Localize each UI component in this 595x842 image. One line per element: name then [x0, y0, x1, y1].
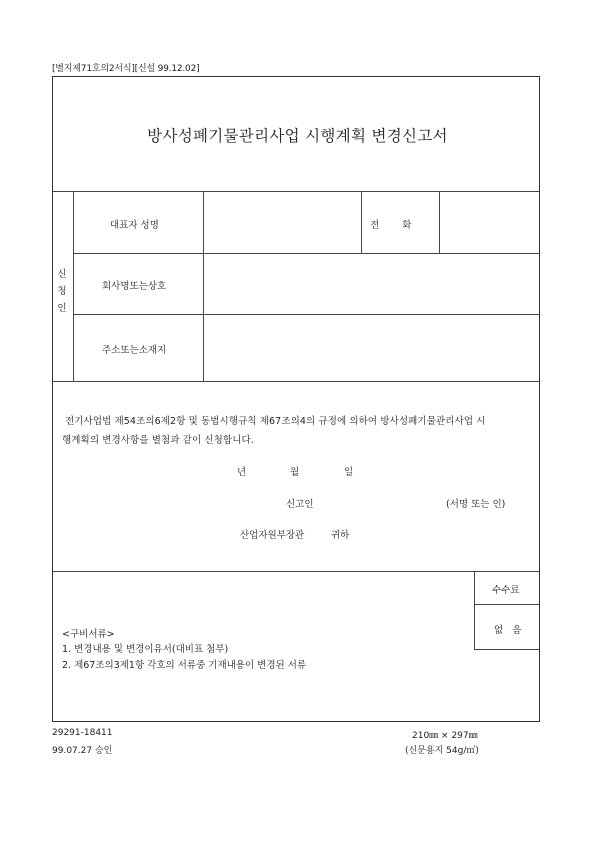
phone-label: 전 화 — [370, 220, 422, 231]
company-field[interactable] — [204, 254, 536, 312]
rep-name-label: 대표자 성명 — [110, 220, 159, 231]
documents-heading: <구비서류> — [62, 629, 115, 640]
document-item: 1. 변경내용 및 변경이유서(대비표 첨부) — [62, 644, 229, 655]
applicant-group-char: 인 — [57, 303, 67, 314]
address-label: 주소또는소재지 — [102, 345, 167, 356]
reporter-label: 신고인 — [286, 499, 314, 510]
applicant-group-label — [55, 266, 69, 317]
recipient-office: 산업자원부장관 — [240, 530, 305, 541]
document-item: 2. 제67조의3제1항 각호의 서류중 기재내용이 변경된 서류 — [62, 660, 307, 671]
fee-label: 수수료 — [492, 585, 520, 596]
divider — [474, 649, 539, 650]
company-label: 회사명또는상호 — [102, 281, 167, 292]
signature-label: (서명 또는 인) — [446, 499, 506, 510]
paper-size: 210㎜ × 297㎜ — [412, 731, 478, 741]
form-code: 29291-18411 — [52, 728, 113, 738]
approval-date: 99.07.27 승인 — [52, 746, 113, 756]
phone-field[interactable] — [440, 192, 536, 250]
divider — [474, 571, 475, 649]
divider — [474, 604, 539, 605]
fee-value: 없 음 — [494, 625, 525, 636]
date-year-label: 년 — [237, 467, 247, 478]
rep-name-field[interactable] — [204, 192, 358, 250]
statement-line: 행계획의 변경사항을 별첨과 같이 신청합니다. — [62, 435, 254, 446]
divider — [361, 191, 362, 253]
date-day-label: 일 — [344, 467, 354, 478]
date-month-label: 월 — [290, 467, 300, 478]
statement — [62, 412, 532, 450]
divider — [53, 381, 539, 382]
recipient-honorific: 귀하 — [331, 530, 350, 541]
applicant-group-char: 청 — [57, 286, 67, 297]
divider — [73, 191, 74, 381]
applicant-group-char: 신 — [57, 269, 67, 280]
paper-type: (신문용지 54g/㎡) — [405, 746, 479, 756]
form-title: 방사성폐기물관리사업 시행계획 변경신고서 — [147, 127, 448, 145]
statement-line: 전기사업법 제54조의6제2항 및 동법시행규칙 제67조의4의 규정에 의하여 방사성폐기물관리사업 시 — [65, 416, 486, 427]
report-form — [52, 76, 540, 722]
address-field[interactable] — [204, 315, 536, 378]
form-number: [별지제71호의2서식][신설 99.12.02] — [52, 64, 200, 74]
divider — [53, 571, 539, 572]
